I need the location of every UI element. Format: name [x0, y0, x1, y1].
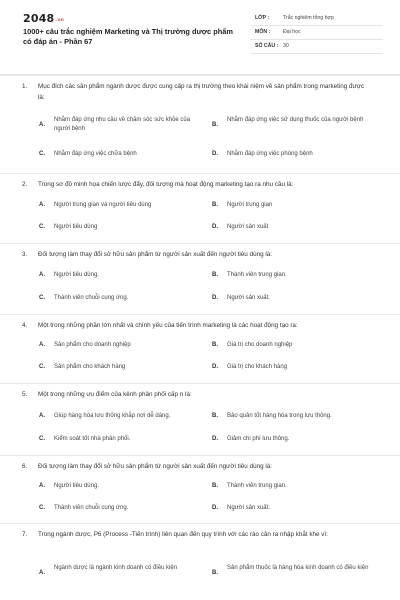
option-letter: A. — [39, 202, 45, 208]
option-text: Bảo quản tốt hàng hóa trong lưu thông. — [227, 413, 332, 419]
option-letter: C. — [39, 505, 45, 511]
option-letter: B. — [212, 122, 218, 128]
question-text: Trong ngành dược, P6 (Process -Tiến trình) liên quan đến quy trình với các rào cản ra nhập khắt khe vì: — [38, 531, 328, 538]
option-letter: C. — [39, 224, 45, 230]
question-item — [0, 174, 400, 244]
option-letter: A. — [39, 413, 45, 419]
question-list — [0, 76, 400, 600]
question-item — [0, 244, 400, 315]
question-item — [0, 315, 400, 384]
option-text: Sản phẩm cho doanh nghiệp — [54, 342, 131, 348]
question-text: Trong sơ đồ minh họa chiến lược đẩy, đối tượng mà hoạt động marketing tạo ra nhu cầu là: — [38, 181, 294, 188]
question-text: Mục đích các sản phẩm ngành dược được cung cấp ra thị trường theo khái niệm về sản phẩm trong marketing được là: — [38, 83, 364, 101]
option-text: Sản phẩm cho khách hàng — [54, 364, 126, 370]
option-text: Giúp hàng hóa lưu thông khắp nơi dễ dàng. — [54, 413, 171, 419]
option-letter: B. — [212, 342, 218, 348]
option-letter: D. — [212, 436, 218, 442]
option-letter: D. — [212, 295, 218, 301]
option-letter: C. — [39, 364, 45, 370]
option-text: Giảm chi phí lưu thông. — [227, 436, 290, 442]
question-item — [0, 384, 400, 456]
option-letter: D. — [212, 505, 218, 511]
logo-main: 2048 — [23, 12, 55, 25]
meta-value: Trắc nghiệm tổng hợp — [283, 15, 334, 21]
option-letter: C. — [39, 295, 45, 301]
meta-label: LỚP : — [255, 15, 270, 21]
option-text: Thành viên chuỗi cung ứng. — [54, 295, 129, 301]
question-number: 1. — [22, 83, 28, 90]
option-text: Giá trị cho doanh nghiệp — [227, 342, 293, 348]
option-letter: A. — [39, 342, 45, 348]
option-text: Thành viên trung gian. — [227, 272, 287, 278]
meta-row-subject — [251, 26, 383, 40]
meta-label: MÔN : — [255, 29, 271, 35]
document-header — [0, 0, 400, 74]
option-letter: C. — [39, 151, 45, 157]
option-letter: A. — [39, 122, 45, 128]
option-letter: D. — [212, 364, 218, 370]
option-text: Người trung gian — [227, 202, 273, 208]
question-item — [0, 524, 400, 600]
question-number: 5. — [22, 391, 28, 398]
question-text: Đối tượng làm thay đổi sở hữu sản phẩm từ người sản xuất đến người tiêu dùng là: — [38, 463, 272, 470]
meta-row-class — [251, 12, 383, 26]
question-item — [0, 456, 400, 524]
option-text: Nhằm đáp ứng việc chữa bệnh — [54, 151, 137, 157]
question-number: 6. — [22, 463, 28, 470]
option-text: Người trung gian và người tiêu dùng — [54, 202, 152, 208]
option-letter: B. — [212, 413, 218, 419]
option-text: Người sản xuất — [227, 224, 269, 230]
option-text: Sản phẩm thuốc là hàng hóa kinh doanh có điều kiện — [227, 565, 369, 571]
option-letter: A. — [39, 272, 45, 278]
option-letter: B. — [212, 202, 218, 208]
option-letter: C. — [39, 436, 45, 442]
document-title: 1000+ câu trắc nghiệm Marketing và Thị trường dược phẩm có đáp án - Phần 67 — [23, 27, 233, 46]
option-text: Nhằm đáp ứng việc sử dụng thuốc của người bệnh — [227, 117, 364, 123]
question-number: 2. — [22, 181, 28, 188]
question-text: Đối tượng làm thay đổi sở hữu sản phẩm từ người sản xuất đến người tiêu dùng là: — [38, 251, 272, 258]
option-text: Người tiêu dùng — [54, 224, 98, 230]
meta-value: Đại học — [283, 29, 301, 35]
option-letter: B. — [212, 483, 218, 489]
option-letter: B. — [212, 272, 218, 278]
option-text: Giá trị cho khách hàng — [227, 364, 288, 370]
question-number: 7. — [22, 531, 28, 538]
option-text: Ngành dược là ngành kinh doanh có điều kiện — [54, 565, 178, 571]
option-text: Nhằm đáp ứng việc phòng bệnh — [227, 151, 313, 157]
option-text: Kiểm soát tốt nhà phân phối. — [54, 436, 131, 442]
document-meta-table — [251, 12, 383, 54]
option-letter: D. — [212, 224, 218, 230]
question-number: 4. — [22, 322, 28, 329]
option-text: Thành viên trung gian. — [227, 483, 287, 489]
option-letter: D. — [212, 151, 218, 157]
option-text: Người sản xuất. — [227, 295, 270, 301]
option-letter: B. — [212, 570, 218, 576]
meta-row-count — [251, 40, 383, 54]
question-item — [0, 76, 400, 174]
meta-value: 30 — [283, 43, 289, 49]
question-text: Một trong những phần lớn nhất và chính yếu của tiến trình marketing là các hoạt động tạo ra: — [38, 322, 298, 329]
option-text: Người tiêu dùng. — [54, 272, 99, 278]
meta-label: SỐ CÂU : — [255, 43, 279, 49]
option-letter: A. — [39, 570, 45, 576]
option-text: Thành viên chuỗi cung ứng. — [54, 505, 129, 511]
option-text: Người tiêu dùng. — [54, 483, 99, 489]
logo-domain: .vn — [55, 18, 64, 23]
question-number: 3. — [22, 251, 28, 258]
site-logo[interactable] — [23, 12, 64, 25]
option-text: Nhằm đáp ứng nhu cầu về chăm sóc sức khỏe của người bệnh — [54, 117, 191, 132]
question-text: Một trong những ưu điểm của kênh phân phối cấp n là: — [38, 391, 192, 398]
option-letter: A. — [39, 483, 45, 489]
option-text: Người sản xuất. — [227, 505, 270, 511]
